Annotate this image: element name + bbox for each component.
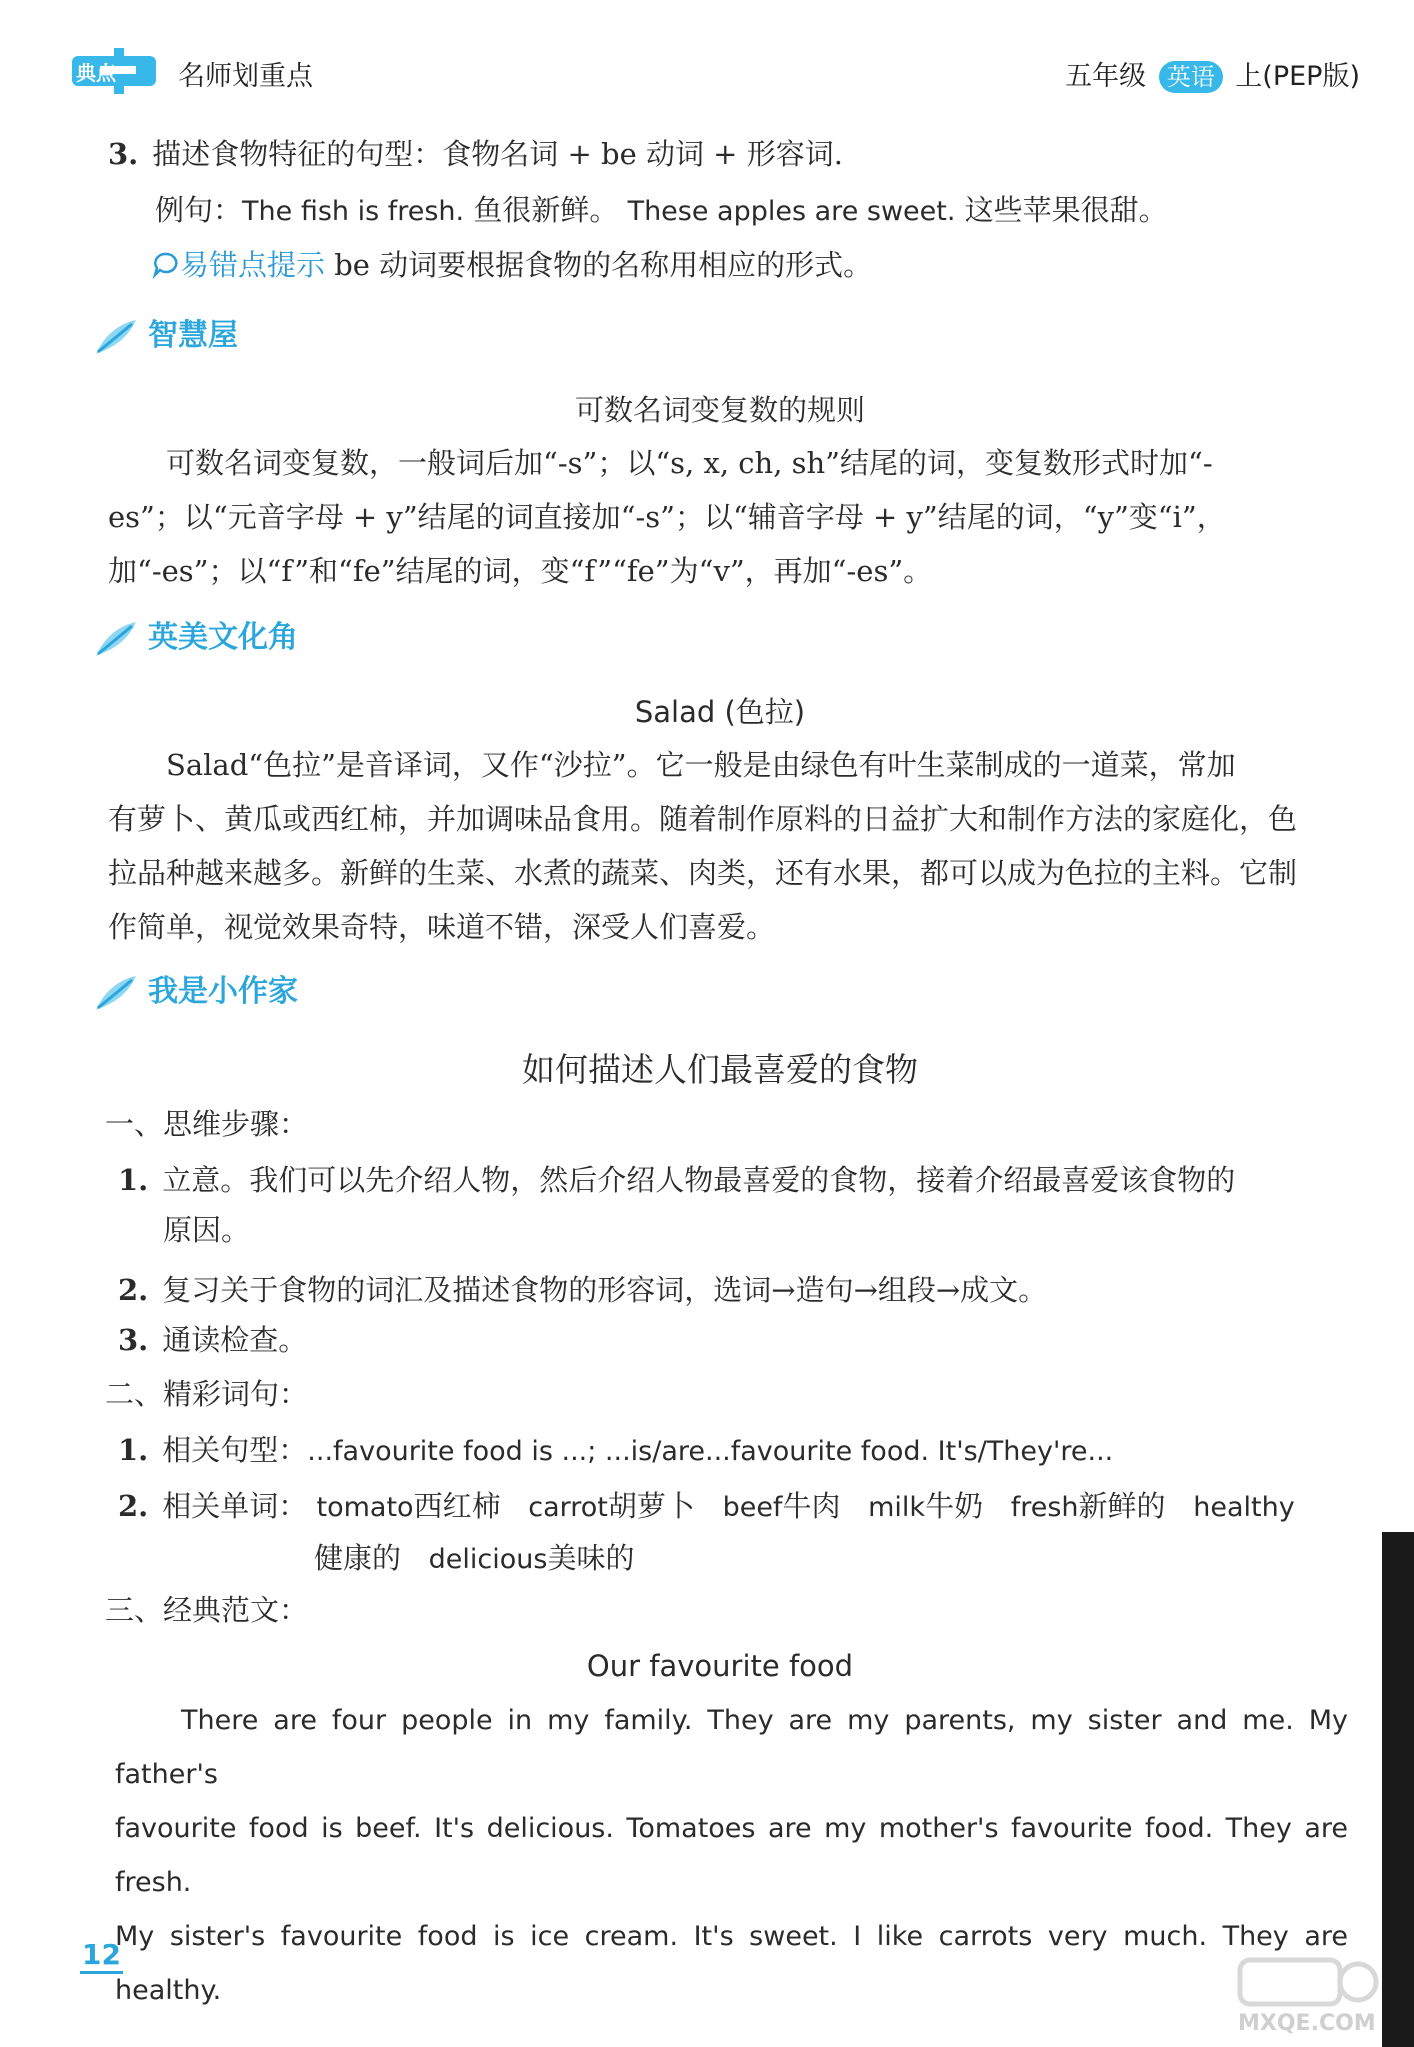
step1 bbox=[118, 1160, 1235, 1200]
feather-icon bbox=[92, 618, 138, 660]
step2 bbox=[118, 1270, 1047, 1310]
edition-label: 上(PEP版) bbox=[1235, 61, 1360, 92]
example-en-2: These apples are sweet. bbox=[627, 196, 956, 227]
page-number: 12 bbox=[80, 1938, 123, 1974]
phrase1 bbox=[118, 1430, 1113, 1472]
essay-line-3: My sister's favourite food is ice cream. It's sweet. I like carrots very much. They are healthy. bbox=[115, 1921, 1348, 2006]
culture-line-3: 拉品种越来越多。新鲜的生菜、水煮的蔬菜、肉类，还有水果，都可以成为色拉的主料。它制 bbox=[108, 856, 1298, 890]
item3-text: 描述食物特征的句型：食物名词 + be 动词 + 形容词. bbox=[152, 137, 843, 171]
example-cn-2: 这些苹果很甜。 bbox=[964, 193, 1168, 227]
essay-line-1: There are four people in my family. They are my parents, my sister and me. My father's bbox=[115, 1705, 1348, 1790]
word-en: healthy bbox=[1193, 1492, 1295, 1523]
item3-line bbox=[108, 134, 843, 174]
word-en: tomato bbox=[316, 1492, 414, 1523]
word-en: milk bbox=[868, 1492, 926, 1523]
phrase1-label: 相关句型： bbox=[162, 1433, 308, 1467]
culture-line-1: Salad“色拉”是音译词，又作“沙拉”。它一般是由绿色有叶生菜制成的一道菜，常加 bbox=[166, 748, 1236, 782]
grade-label: 五年级 bbox=[1065, 61, 1147, 92]
example-cn-1: 鱼很新鲜。 bbox=[473, 193, 619, 227]
item3-example bbox=[155, 190, 1168, 232]
essay-title: Our favourite food bbox=[586, 1649, 854, 1683]
tip-text: be 动词要根据食物的名称用相应的形式。 bbox=[334, 248, 873, 282]
logo-text: 典点 bbox=[76, 61, 116, 85]
word-en: fresh bbox=[1010, 1492, 1079, 1523]
phrase1-text: ...favourite food is ...; ...is/are...favourite food. It's/They're... bbox=[307, 1436, 1114, 1467]
brand-logo-icon bbox=[70, 48, 166, 94]
header-book-info bbox=[1065, 54, 1360, 93]
watermark-text: MXQE.COM bbox=[1238, 2011, 1376, 2036]
word-cn: 胡萝卜 bbox=[607, 1489, 695, 1523]
phrase1-number: 1. bbox=[118, 1433, 149, 1467]
section-title-wisdom: 智慧屋 bbox=[148, 318, 238, 353]
section-title-culture: 英美文化角 bbox=[148, 620, 298, 655]
section-title-writer: 我是小作家 bbox=[148, 974, 298, 1009]
word-cn: 牛肉 bbox=[782, 1489, 841, 1523]
wisdom-paragraph bbox=[108, 436, 1348, 598]
step1-line-1: 立意。我们可以先介绍人物，然后介绍人物最喜爱的食物，接着介绍最喜爱该食物的 bbox=[162, 1163, 1236, 1197]
header-title: 名师划重点 bbox=[178, 61, 313, 92]
step2-text: 复习关于食物的词汇及描述食物的形容词，选词→造句→组段→成文。 bbox=[162, 1273, 1048, 1307]
feather-icon bbox=[92, 972, 138, 1014]
word-cn: 新鲜的 bbox=[1078, 1489, 1166, 1523]
step2-number: 2. bbox=[118, 1273, 149, 1307]
part1-title: 一、思维步骤： bbox=[105, 1107, 309, 1141]
example-en-1: The fish is fresh. bbox=[242, 196, 465, 227]
word-en: beef bbox=[722, 1492, 783, 1523]
step1-line-2: 原因。 bbox=[163, 1213, 251, 1247]
part2-title: 二、精彩词句： bbox=[105, 1377, 309, 1411]
step3 bbox=[118, 1320, 307, 1360]
tip-label: 易错点提示 bbox=[180, 248, 326, 282]
culture-paragraph bbox=[108, 738, 1348, 954]
page-edge-bar bbox=[1382, 1532, 1414, 2047]
culture-line-2: 有萝卜、黄瓜或西红柿，并加调味品食用。随着制作原料的日益扩大和制作方法的家庭化，色 bbox=[108, 802, 1298, 836]
word-cn: 美味的 bbox=[547, 1541, 635, 1575]
wisdom-line-2: es”；以“元音字母 + y”结尾的词直接加“-s”；以“辅音字母 + y”结尾的词，“y”变“i”， bbox=[108, 500, 1226, 534]
wisdom-line-1: 可数名词变复数，一般词后加“-s”；以“s, x, ch, sh”结尾的词，变复数形式时加“- bbox=[166, 446, 1213, 480]
word-en: delicious bbox=[428, 1544, 548, 1575]
phrase2-label: 相关单词： bbox=[162, 1489, 308, 1523]
watermark-logo-icon bbox=[1230, 1956, 1380, 2036]
phrase2-line-2 bbox=[314, 1538, 635, 1580]
item3-number: 3. bbox=[108, 137, 139, 171]
word-cn: 牛奶 bbox=[925, 1489, 984, 1523]
step3-text: 通读检查。 bbox=[162, 1323, 308, 1357]
essay-line-2: favourite food is beef. It's delicious. Tomatoes are my mother's favourite food. They are fresh. bbox=[115, 1813, 1348, 1898]
word-en: carrot bbox=[528, 1492, 608, 1523]
step1-number: 1. bbox=[118, 1163, 149, 1197]
culture-line-4: 作简单，视觉效果奇特，味道不错，深受人们喜爱。 bbox=[108, 910, 776, 944]
part3-title: 三、经典范文： bbox=[105, 1593, 309, 1627]
tip-bubble-icon bbox=[152, 251, 180, 279]
culture-heading: Salad (色拉) bbox=[634, 695, 806, 729]
wisdom-line-3: 加“-es”；以“f”和“fe”结尾的词，变“f”“fe”为“v”，再加“-es”。 bbox=[108, 554, 933, 588]
page-header bbox=[70, 48, 1360, 98]
model-essay bbox=[115, 1694, 1348, 2018]
subject-badge: 英语 bbox=[1159, 61, 1223, 93]
error-tip bbox=[152, 245, 872, 285]
step3-number: 3. bbox=[118, 1323, 149, 1357]
wisdom-heading: 可数名词变复数的规则 bbox=[574, 393, 865, 427]
phrase2-number: 2. bbox=[118, 1489, 149, 1523]
phrase2 bbox=[118, 1486, 1295, 1528]
writer-heading: 如何描述人们最喜爱的食物 bbox=[522, 1050, 918, 1089]
feather-icon bbox=[92, 316, 138, 358]
example-prefix: 例句： bbox=[155, 193, 243, 227]
word-cn: 西红柿 bbox=[413, 1489, 501, 1523]
word-cn: 健康的 bbox=[314, 1541, 402, 1575]
